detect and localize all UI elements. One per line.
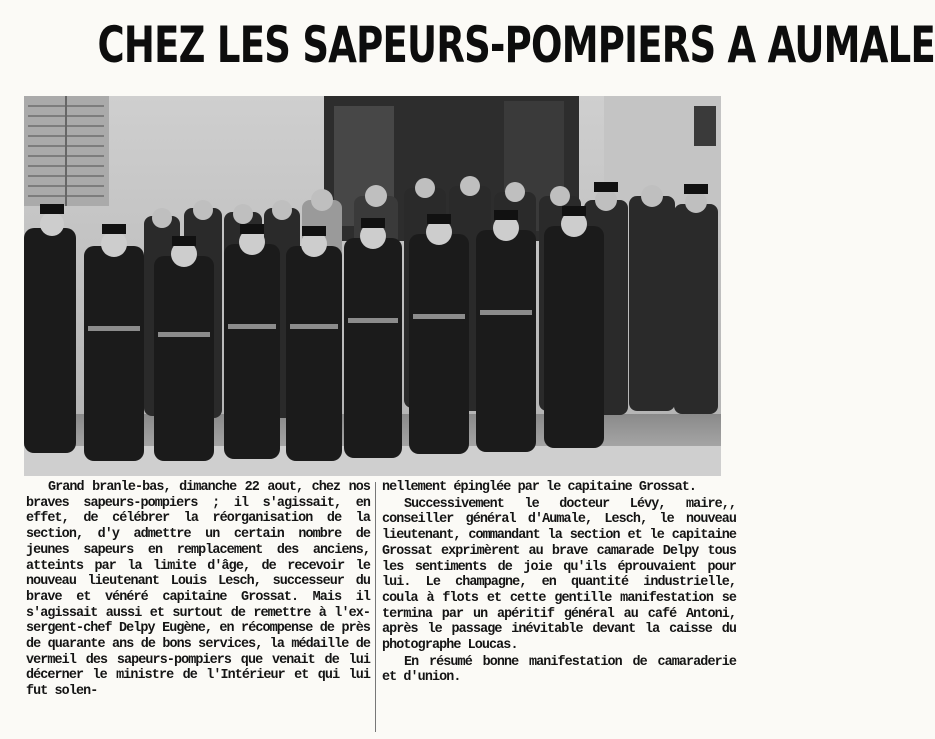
photo-illustration [24, 96, 721, 476]
article-body [24, 476, 738, 736]
group-photo [24, 96, 721, 476]
paragraph-1-continued: nellement épinglée par le capitaine Grossat. [382, 480, 696, 495]
paragraph-1: Grand branle-bas, dimanche 22 aout, chez nos braves sapeurs-pompiers ; il s'agissait, en effet, de célébrer la réorganisation de la section, d'y admettre un certain nombre de jeunes sapeurs en remplacement des anciens, atteints par la limite d'âge, de recevoir le nouveau lieutenant Louis Lesch, successeur du brave et vénéré capitaine Grossat. Mais il s'agissait aussi et surtout de remettre à l'ex-sergent-chef Delpy Eugène, en récompense de près de quarante ans de bons services, la médaille de vermeil des sapeurs-pompiers que venait de lui décerner le ministre de l'Intérieur et qui lui fut solen- [26, 480, 370, 700]
paragraph-2: Successivement le docteur Lévy, maire,, conseiller général d'Aumale, Lesch, le nouveau lieutenant, commandant la section et le capitaine Grossat exprimèrent au brave camarade Delpy tous les sentiments de joie qu'ils éprouvaient pour lui. Le champagne, en quantité industrielle, coula à flots et cette gentille manifestation se termina par un apéritif général au café Antoni, après le passage inévitable devant la caisse du photographe Loucas. [382, 496, 736, 654]
column-divider [375, 482, 376, 732]
paragraph-3: En résumé bonne manifestation de camaraderie et d'union. [382, 654, 736, 686]
headline: CHEZ LES SAPEURS-POMPIERS A AUMALE [97, 16, 935, 74]
article-column-left [26, 480, 370, 700]
article-column-right [382, 480, 736, 686]
